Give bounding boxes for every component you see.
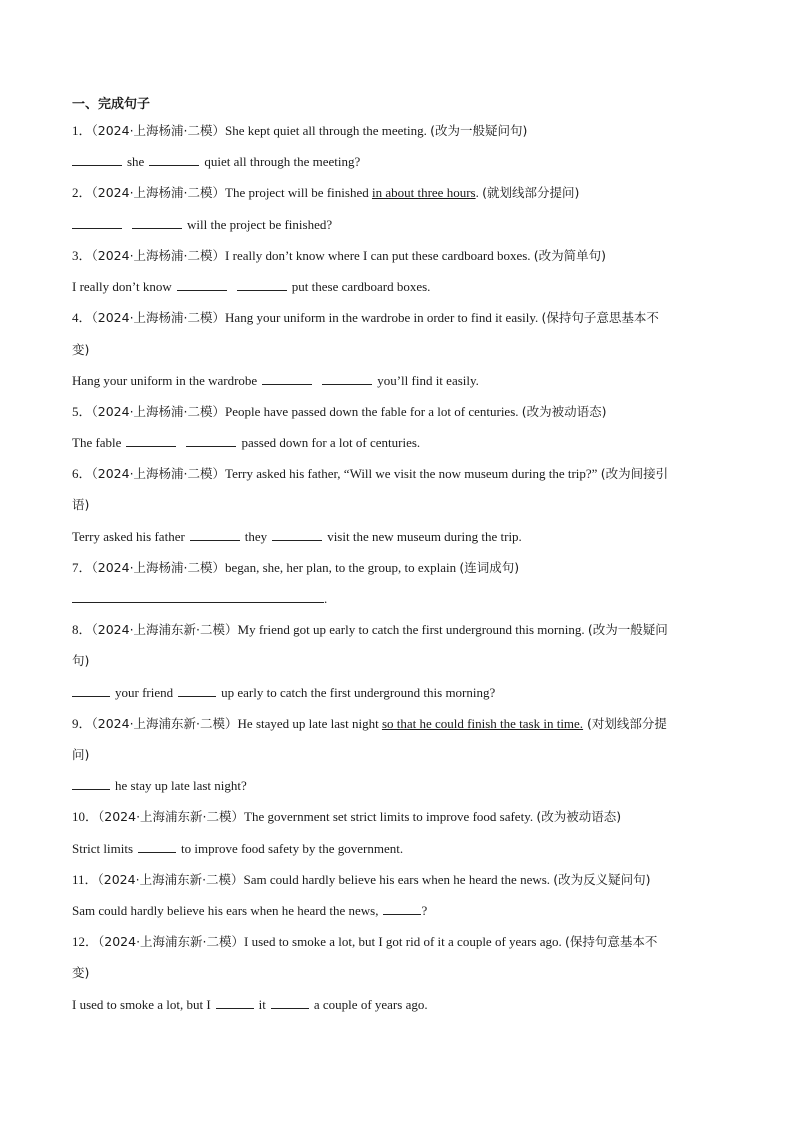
q10-answer-text-0: Strict limits: [72, 841, 134, 856]
question-8: [72, 621, 668, 639]
q4-answer-text-1: you’ll find it easily.: [377, 373, 479, 388]
q9-blank-1[interactable]: [72, 777, 110, 790]
q12-blank-2[interactable]: [271, 996, 309, 1009]
q11-source: （2024·上海浦东新·二模）: [97, 872, 244, 887]
q7-blank-1[interactable]: [72, 590, 324, 603]
question-1: [72, 122, 527, 140]
q6-number: 6．: [72, 466, 92, 481]
q11-answer-end: ?: [421, 903, 428, 918]
q7-number: 7．: [72, 560, 92, 575]
q4-blank-2[interactable]: [322, 372, 372, 385]
q12-answer-text-1: it: [258, 997, 266, 1012]
q9-underlined-part: so that he could finish the task in time.: [381, 716, 584, 731]
q12-prompt: I used to smoke a lot, but I got rid of it a couple of years ago.: [244, 934, 562, 949]
q4-instruction-cont: 变): [72, 342, 90, 357]
q4-answer-text-0: Hang your uniform in the wardrobe: [72, 373, 258, 388]
q5-answer-text-1: passed down for a lot of centuries.: [241, 435, 421, 450]
q10-number: 10．: [72, 809, 99, 824]
q2-instruction: (就划线部分提问): [482, 185, 580, 200]
q12-number: 12．: [72, 934, 99, 949]
q8-instruction: (改为一般疑问: [587, 622, 668, 637]
q7-prompt: began, she, her plan, to the group, to explain: [225, 560, 457, 575]
q3-blank-2[interactable]: [237, 278, 287, 291]
q1-answer-text-1: she: [127, 154, 145, 169]
q3-number: 3．: [72, 248, 92, 263]
q10-answer-text-1: to improve food safety by the government.: [181, 841, 404, 856]
q2-prompt-end: .: [475, 185, 479, 200]
q2-underlined-part: in about three hours: [371, 185, 476, 200]
q6-blank-2[interactable]: [272, 528, 322, 541]
question-9: [72, 715, 667, 733]
q9-instruction: (对划线部分提: [583, 716, 667, 731]
q2-source: （2024·上海杨浦·二模）: [91, 185, 226, 200]
q1-blank-1[interactable]: [72, 153, 122, 166]
q8-prompt: My friend got up early to catch the first underground this morning.: [237, 622, 585, 637]
q4-instruction: (保持句子意思基本不: [541, 310, 659, 325]
answer-4: [72, 372, 479, 390]
question-6: [72, 465, 668, 483]
question-11: [72, 871, 651, 889]
q2-blank-2[interactable]: [132, 216, 182, 229]
q11-answer-text-0: Sam could hardly believe his ears when he heard the news,: [72, 903, 379, 918]
q6-answer-text-2: visit the new museum during the trip.: [327, 529, 522, 544]
q2-answer-text-1: will the project be finished?: [187, 217, 333, 232]
q8-source: （2024·上海浦东新·二模）: [91, 622, 238, 637]
answer-11: [72, 902, 427, 920]
q4-blank-1[interactable]: [262, 372, 312, 385]
q3-answer-text-0: I really don’t know: [72, 279, 172, 294]
q12-answer-text-0: I used to smoke a lot, but I: [72, 997, 211, 1012]
q1-answer-text-2: quiet all through the meeting?: [204, 154, 361, 169]
q6-answer-text-0: Terry asked his father: [72, 529, 185, 544]
q3-instruction: (改为简单句): [533, 248, 607, 263]
q12-source: （2024·上海浦东新·二模）: [98, 934, 245, 949]
q11-instruction: (改为反义疑问句): [553, 872, 651, 887]
q5-blank-1[interactable]: [126, 434, 176, 447]
answer-1: [72, 153, 360, 171]
q7-instruction: (连词成句): [459, 560, 520, 575]
q7-answer-end: .: [324, 591, 328, 606]
question-3: [72, 247, 606, 265]
q4-prompt: Hang your uniform in the wardrobe in order to find it easily.: [225, 310, 539, 325]
q11-prompt: Sam could hardly believe his ears when he heard the news.: [243, 872, 551, 887]
q2-blank-1[interactable]: [72, 216, 122, 229]
q5-instruction: (改为被动语态): [521, 404, 607, 419]
q12-answer-text-2: a couple of years ago.: [313, 997, 428, 1012]
q8-blank-2[interactable]: [178, 684, 216, 697]
q4-source: （2024·上海杨浦·二模）: [91, 310, 226, 325]
q6-instruction-cont: 语): [72, 497, 90, 512]
q1-source: （2024·上海杨浦·二模）: [91, 123, 226, 138]
q3-source: （2024·上海杨浦·二模）: [91, 248, 226, 263]
q12-blank-1[interactable]: [216, 996, 254, 1009]
answer-10: [72, 840, 403, 858]
answer-2: [72, 216, 332, 234]
answer-5: [72, 434, 420, 452]
q3-answer-text-1: put these cardboard boxes.: [291, 279, 431, 294]
q5-prompt: People have passed down the fable for a lot of centuries.: [225, 404, 519, 419]
q2-number: 2．: [72, 185, 92, 200]
q8-answer-text-2: up early to catch the first underground this morning?: [221, 685, 496, 700]
q10-blank-1[interactable]: [138, 840, 176, 853]
q8-instruction-cont: 句): [72, 653, 90, 668]
q10-prompt: The government set strict limits to improve food safety.: [244, 809, 534, 824]
q11-number: 11．: [72, 872, 98, 887]
q2-prompt: The project will be finished: [225, 185, 372, 200]
q8-blank-1[interactable]: [72, 684, 110, 697]
q11-blank-1[interactable]: [383, 902, 421, 915]
q5-source: （2024·上海杨浦·二模）: [91, 404, 226, 419]
question-12: [72, 933, 657, 951]
q9-source: （2024·上海浦东新·二模）: [91, 716, 238, 731]
q8-number: 8．: [72, 622, 92, 637]
q6-prompt: Terry asked his father, “Will we visit the now museum during the trip?”: [225, 466, 598, 481]
answer-3: [72, 278, 430, 296]
section-title: 一、完成句子: [72, 97, 151, 112]
q6-blank-1[interactable]: [190, 528, 240, 541]
q10-source: （2024·上海浦东新·二模）: [98, 809, 245, 824]
q8-answer-text-1: your friend: [115, 685, 174, 700]
answer-12: [72, 996, 428, 1014]
q12-instruction: (保持句意基本不: [564, 934, 658, 949]
q3-prompt: I really don’t know where I can put these cardboard boxes.: [225, 248, 531, 263]
q5-answer-text-0: The fable: [72, 435, 122, 450]
q6-answer-text-1: they: [244, 529, 268, 544]
answer-8: [72, 684, 495, 702]
question-5: [72, 403, 607, 421]
q4-number: 4．: [72, 310, 92, 325]
q10-instruction: (改为被动语态): [536, 809, 622, 824]
q1-prompt: She kept quiet all through the meeting.: [225, 123, 427, 138]
q9-instruction-cont: 问): [72, 747, 90, 762]
q1-blank-2[interactable]: [149, 153, 199, 166]
q5-blank-2[interactable]: [186, 434, 236, 447]
answer-7: [72, 590, 327, 608]
q6-instruction: (改为间接引: [600, 466, 669, 481]
q9-prompt: He stayed up late last night: [237, 716, 382, 731]
q1-number: 1．: [72, 123, 92, 138]
q5-number: 5．: [72, 404, 92, 419]
q1-instruction: (改为一般疑问句): [430, 123, 528, 138]
question-2: [72, 184, 579, 202]
question-7: [72, 559, 519, 577]
q3-blank-1[interactable]: [177, 278, 227, 291]
answer-6: [72, 528, 522, 546]
q6-source: （2024·上海杨浦·二模）: [91, 466, 226, 481]
q12-instruction-cont: 变): [72, 965, 90, 980]
question-10: [72, 808, 621, 826]
q9-number: 9．: [72, 716, 92, 731]
q7-source: （2024·上海杨浦·二模）: [91, 560, 226, 575]
q9-answer-text-1: he stay up late last night?: [115, 778, 247, 793]
answer-9: [72, 777, 247, 795]
question-4: [72, 309, 659, 327]
